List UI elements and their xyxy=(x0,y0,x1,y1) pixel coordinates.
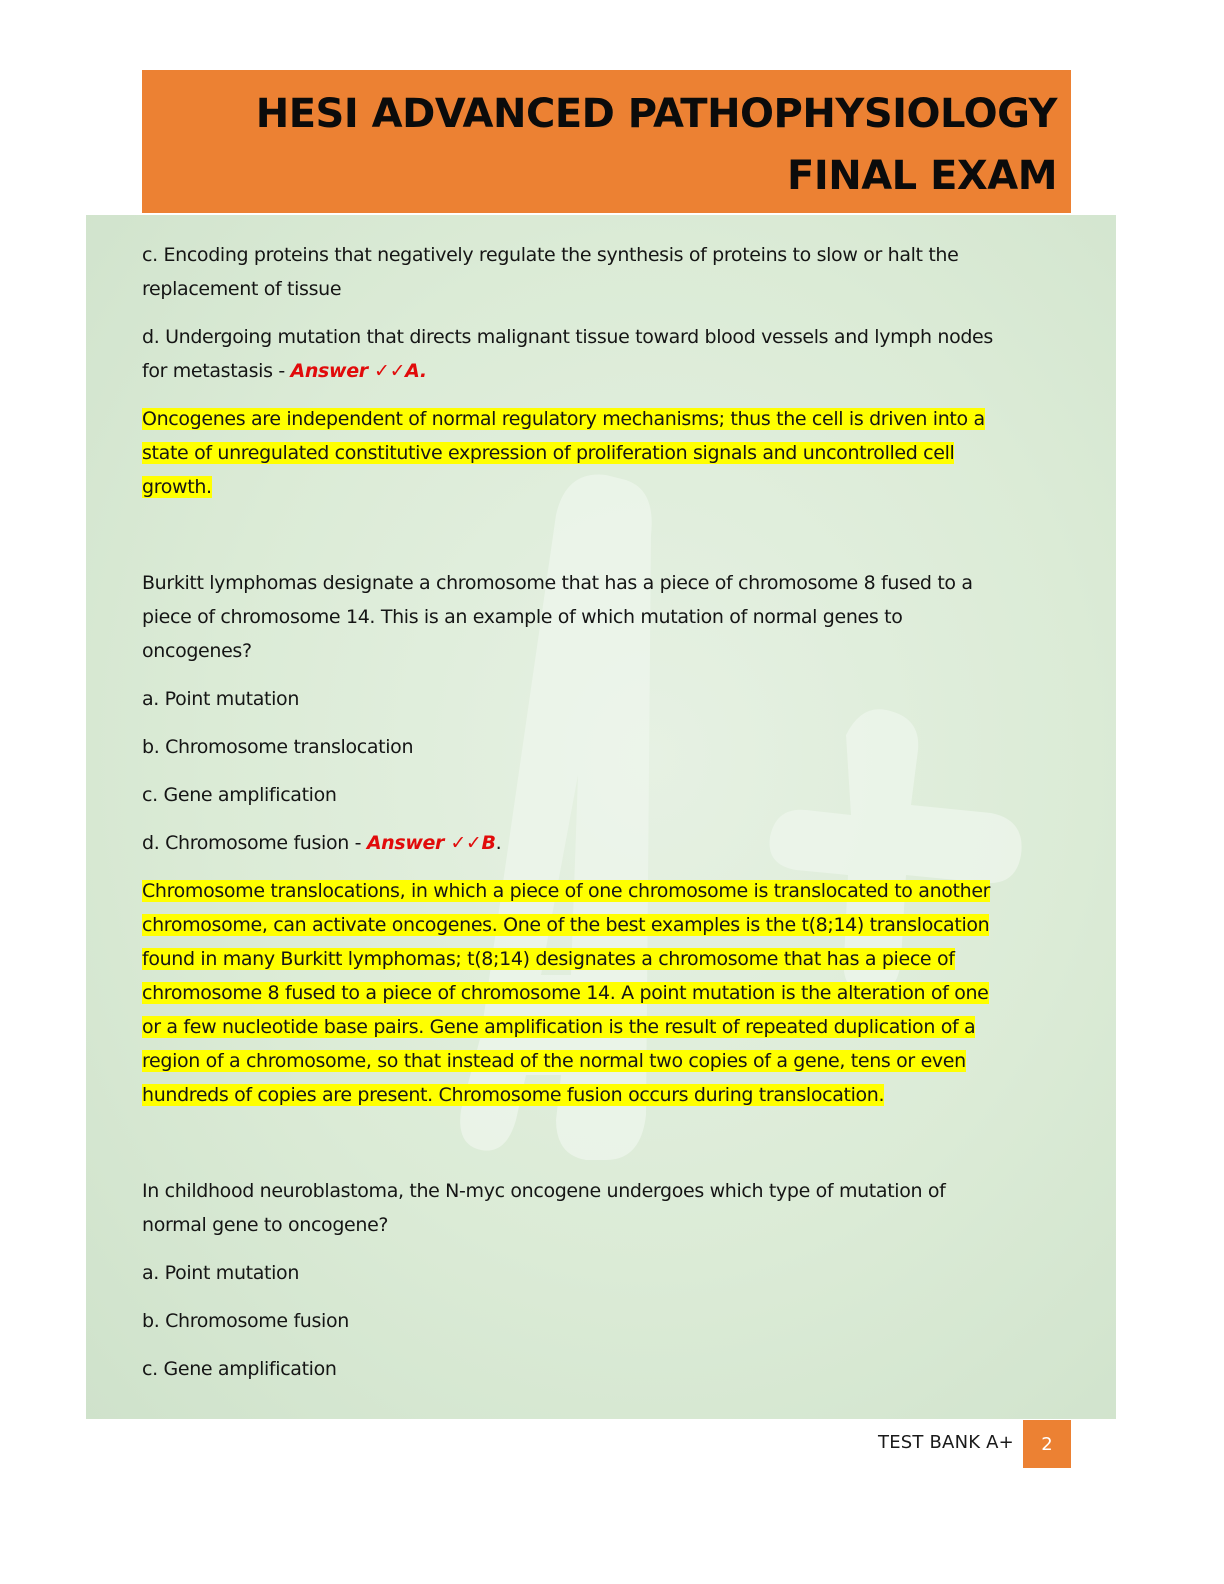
rationale-line: Chromosome translocations, in which a piece of one chromosome is translocated to another xyxy=(142,880,991,902)
rationale-paragraph xyxy=(142,402,1062,504)
option-c-line-2: replacement of tissue xyxy=(142,278,342,300)
rationale-line: state of unregulated constitutive expression of proliferation signals and uncontrolled cell xyxy=(142,442,955,464)
option-d-line-1: d. Undergoing mutation that directs malignant tissue toward blood vessels and lymph nodes xyxy=(142,326,993,348)
rationale-line: Oncogenes are independent of normal regulatory mechanisms; thus the cell is driven into a xyxy=(142,408,985,430)
option-a: a. Point mutation xyxy=(142,1262,300,1284)
option-c-line-1: c. Encoding proteins that negatively regulate the synthesis of proteins to slow or halt the xyxy=(142,244,959,266)
question-line: oncogenes? xyxy=(142,640,252,662)
rationale-line: or a few nucleotide base pairs. Gene amplification is the result of repeated duplication of a xyxy=(142,1016,976,1038)
question-line: normal gene to oncogene? xyxy=(142,1214,389,1236)
option-c: c. Gene amplification xyxy=(142,1358,337,1380)
page-content xyxy=(142,238,1062,1386)
answer-suffix: . xyxy=(495,832,502,854)
option-c: c. Gene amplification xyxy=(142,784,337,806)
page-title-line-2: FINAL EXAM xyxy=(787,153,1057,199)
question-line: In childhood neuroblastoma, the N-myc oncogene undergoes which type of mutation of xyxy=(142,1180,946,1202)
header-banner xyxy=(142,70,1071,213)
rationale-line: chromosome 8 fused to a piece of chromosome 14. A point mutation is the alteration of one xyxy=(142,982,989,1004)
option-d xyxy=(142,826,1062,860)
answer-label: Answer ✓✓A. xyxy=(290,360,427,382)
option-c xyxy=(142,238,1062,306)
question-line: Burkitt lymphomas designate a chromosome that has a piece of chromosome 8 fused to a xyxy=(142,572,973,594)
question-text xyxy=(142,566,1062,668)
option-d-label: d. Chromosome fusion - xyxy=(142,832,367,854)
page-title-line-1: HESI ADVANCED PATHOPHYSIOLOGY xyxy=(255,91,1057,137)
footer-label: TEST BANK A+ xyxy=(878,1432,1014,1453)
rationale-line: chromosome, can activate oncogenes. One of the best examples is the t(8;14) translocation xyxy=(142,914,990,936)
rationale-paragraph xyxy=(142,874,1062,1112)
option-b: b. Chromosome fusion xyxy=(142,1310,349,1332)
page-number: 2 xyxy=(1023,1420,1071,1468)
rationale-line: region of a chromosome, so that instead of the normal two copies of a gene, tens or even xyxy=(142,1050,966,1072)
option-d xyxy=(142,320,1062,388)
answer-label: Answer ✓✓B xyxy=(366,832,496,854)
option-b: b. Chromosome translocation xyxy=(142,736,414,758)
question-text xyxy=(142,1174,1062,1242)
option-d-line-2: for metastasis - xyxy=(142,360,291,382)
rationale-line: found in many Burkitt lymphomas; t(8;14) designates a chromosome that has a piece of xyxy=(142,948,955,970)
rationale-line: hundreds of copies are present. Chromosome fusion occurs during translocation. xyxy=(142,1084,885,1106)
question-line: piece of chromosome 14. This is an example of which mutation of normal genes to xyxy=(142,606,903,628)
option-a: a. Point mutation xyxy=(142,688,300,710)
rationale-line: growth. xyxy=(142,476,212,498)
